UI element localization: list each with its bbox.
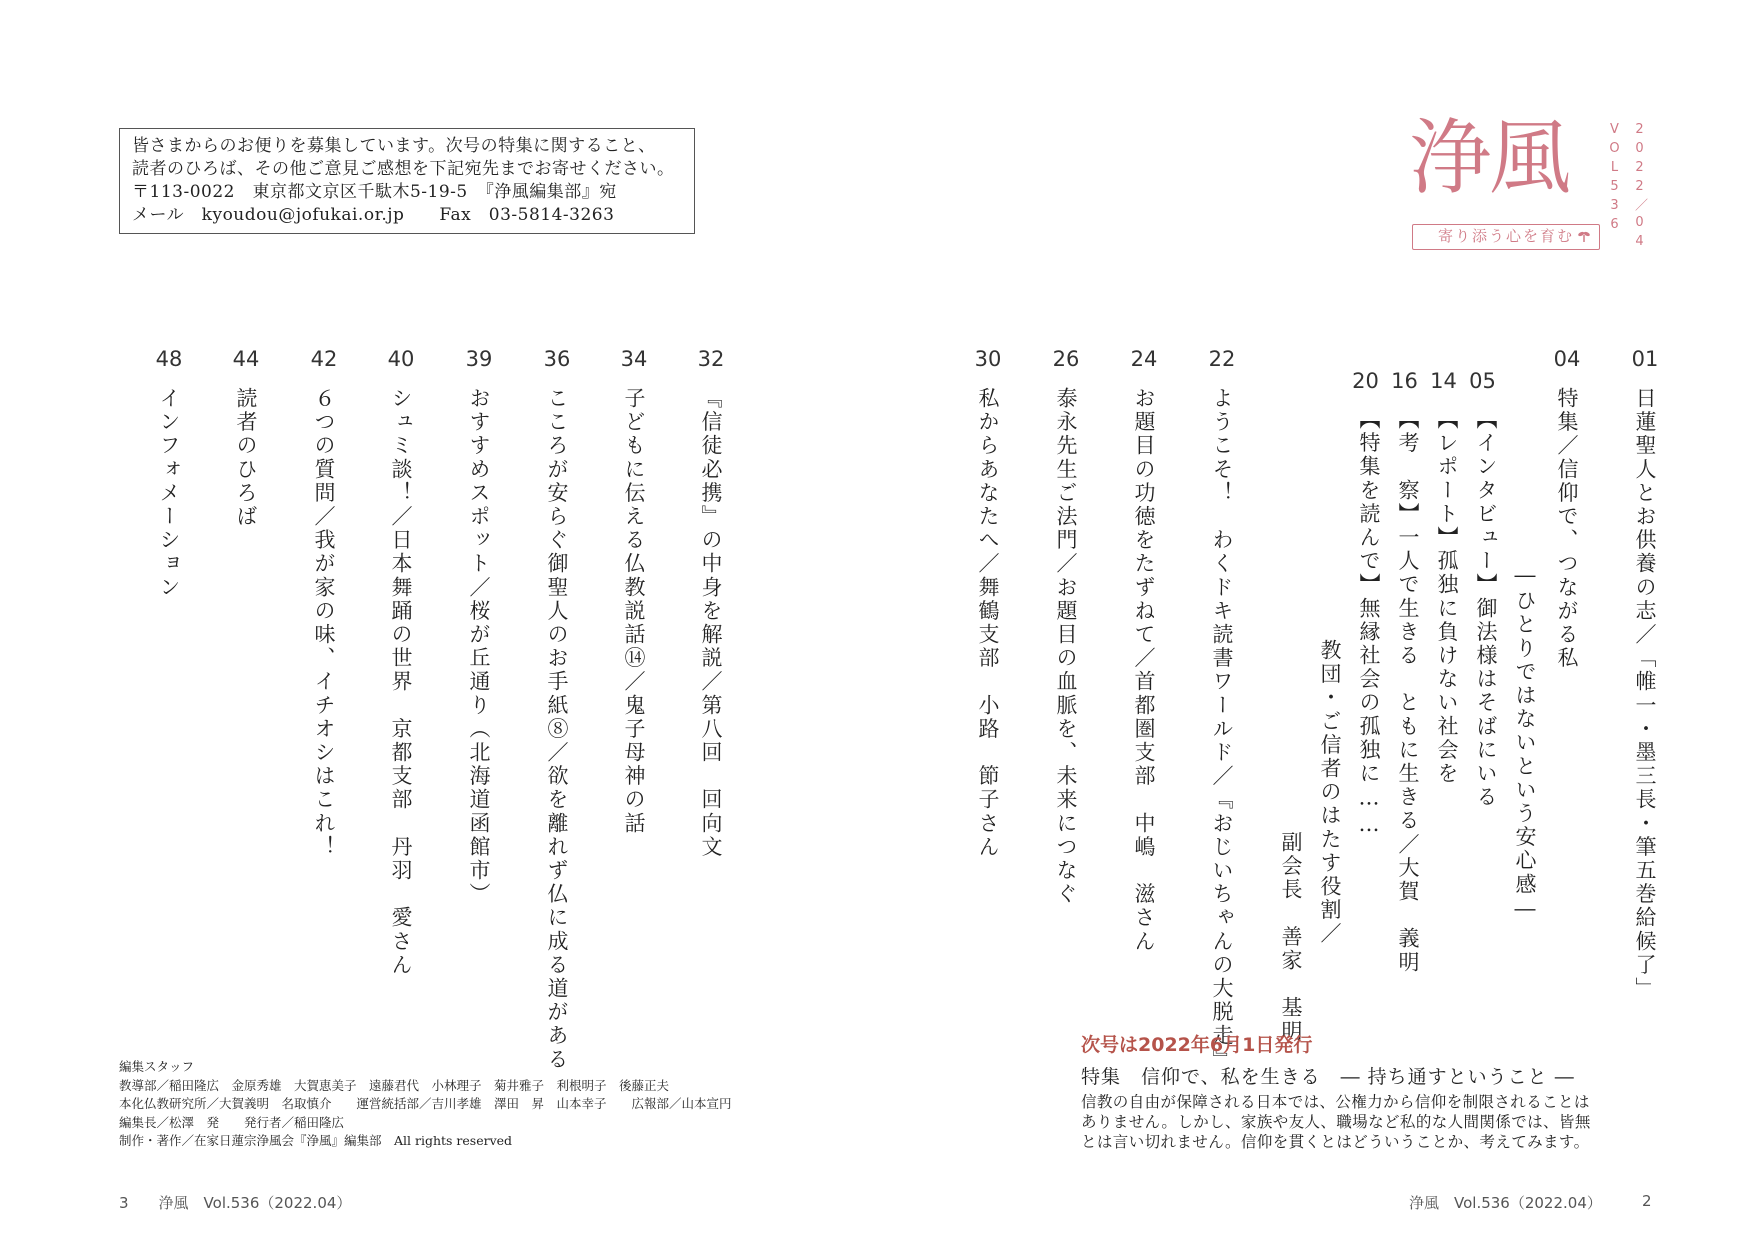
volume-label: VOL536 xyxy=(1607,122,1622,236)
toc-title: シュミ談！／日本舞踊の世界 京都支部 丹羽 愛さん xyxy=(389,387,413,977)
footer-right-page-number: 2 xyxy=(1642,1192,1652,1210)
toc-title: ６つの質問／我が家の味、イチオシはこれ！ xyxy=(312,387,336,859)
toc-title: 私からあなたへ／舞鶴支部 小路 節子さん xyxy=(976,387,1000,859)
toc-entry xyxy=(459,347,499,906)
issue-date: 2022／04 xyxy=(1632,122,1647,253)
toc-entry xyxy=(381,347,421,977)
toc-page-number: 40 xyxy=(387,347,415,371)
toc-page-number: 16 xyxy=(1391,369,1418,393)
toc-entry xyxy=(614,347,654,835)
toc-page-number: 30 xyxy=(974,347,1002,371)
staff-credits xyxy=(119,1058,732,1151)
footer-right-title: 浄風 Vol.536（2022.04） xyxy=(1409,1194,1602,1212)
staff-line: 編集長／松澤 発 発行者／稲田隆広 xyxy=(119,1114,345,1130)
tagline-text: 寄り添う心を育む xyxy=(1437,227,1574,245)
toc-page-number: 48 xyxy=(155,347,183,371)
toc-page-number: 24 xyxy=(1130,347,1158,371)
mail-info-line: 読者のひろば、その他ご意見ご感想を下記宛先までお寄せください。 xyxy=(132,159,675,179)
toc-title: 泰永先生ご法門／お題目の血脈を、未来につなぐ xyxy=(1054,387,1078,907)
toc-page-number: 22 xyxy=(1208,347,1236,371)
toc-page-number: 20 xyxy=(1352,369,1379,393)
next-issue-description xyxy=(1081,1092,1661,1152)
toc-title: 子どもに伝える仏教説話⑭／鬼子母神の話 xyxy=(622,387,646,836)
staff-copyright: 制作・著作／在家日蓮宗浄風会『浄風』編集部 All rights reserved xyxy=(119,1133,513,1148)
toc-title: おすすめスポット／桜が丘通り（北海道函館市） xyxy=(467,387,491,907)
toc-page-number: 34 xyxy=(620,347,648,371)
toc-title: 特集／信仰で、つながる私 xyxy=(1555,387,1579,671)
toc-entry xyxy=(1124,347,1164,953)
toc-page-number: 04 xyxy=(1553,347,1581,371)
toc-page-number: 26 xyxy=(1052,347,1080,371)
toc-title: 『信徒必携』の中身を解説／第八回 回向文 xyxy=(699,387,723,859)
toc-title: お題目の功徳をたずねて／首都圏支部 中嶋 滋さん xyxy=(1132,387,1156,954)
toc-sub-title: 【特集を読んで】無縁社会の孤独に…… xyxy=(1357,408,1381,839)
next-issue-body-line: とは言い切れません。信仰を貫くとはどういうことか、考えてみます。 xyxy=(1081,1133,1590,1151)
toc-page-number: 01 xyxy=(1631,347,1659,371)
toc-sub-subtitle: 教団・ご信者のはたす役割／ xyxy=(1318,639,1342,946)
toc-sub-subtitle: ―ひとりではないという安心感― xyxy=(1513,563,1537,923)
next-issue-body-line: 信教の自由が保障される日本では、公権力から信仰を制限されることは xyxy=(1081,1093,1590,1111)
toc-page-number: 14 xyxy=(1430,369,1457,393)
toc-page-number: 36 xyxy=(543,347,571,371)
toc-sub-author: 副会長 善家 基明 xyxy=(1279,831,1303,1044)
toc-page-number: 39 xyxy=(465,347,493,371)
toc-page-number: 44 xyxy=(232,347,260,371)
toc-title: 読者のひろば xyxy=(234,387,258,529)
toc-entry xyxy=(537,347,577,1071)
next-issue-feature: 特集 信仰で、私を生きる ― 持ち通すということ ― xyxy=(1081,1066,1575,1088)
mail-address: 〒113-0022 東京都文京区千駄木5-19-5 『浄風編集部』宛 xyxy=(132,182,617,202)
magazine-tagline xyxy=(1412,224,1600,250)
leaf-icon xyxy=(1577,229,1591,243)
toc-sub-numbers xyxy=(1346,369,1502,393)
mail-info-box xyxy=(119,128,695,234)
toc-sub-title: 【レポート】孤独に負けない社会を xyxy=(1435,408,1459,786)
mail-contact: メール kyoudou@jofukai.or.jp Fax 03-5814-3263 xyxy=(132,205,615,225)
staff-heading: 編集スタッフ xyxy=(119,1059,195,1074)
toc-entry xyxy=(304,347,344,859)
toc-entry xyxy=(1202,347,1242,1071)
next-issue-body-line: ありません。しかし、家族や友人、職場など私的な人間関係では、皆無 xyxy=(1081,1113,1591,1131)
toc-title: こころが安らぐ御聖人のお手紙⑧／欲を離れず仏に成る道がある xyxy=(545,387,569,1072)
toc-entry xyxy=(1625,347,1665,1001)
toc-page-number: 32 xyxy=(697,347,725,371)
magazine-logo: 浄風 xyxy=(1409,111,1570,206)
toc-sub-title: 【考 察】一人で生きる ともに生きる／大賀 義明 xyxy=(1396,408,1420,975)
toc-entry xyxy=(968,347,1008,859)
mail-info-line: 皆さまからのお便りを募集しています。次号の特集に関すること、 xyxy=(132,136,656,156)
toc-page-number: 42 xyxy=(310,347,338,371)
staff-line: 本化仏教研究所／大賀義明 名取慎介 運営統括部／吉川孝雄 澤田 昇 山本幸子 広報部／山本宣円 xyxy=(119,1096,732,1111)
toc-entry xyxy=(149,347,189,599)
toc-entry xyxy=(691,347,731,859)
toc-page-number: 05 xyxy=(1469,369,1496,393)
toc-title: ようこそ！ わくドキ読書ワールド／『おじいちゃんの大脱走』 xyxy=(1210,387,1234,1072)
toc-entry xyxy=(1046,347,1086,906)
toc-title: 日蓮聖人とお供養の志／「帷一・墨三長・筆五巻給候了」 xyxy=(1633,387,1657,1001)
toc-sub-title: 【インタビュー】御法様はそばにいる xyxy=(1474,408,1498,810)
footer-left: 3 浄風 Vol.536（2022.04） xyxy=(119,1194,352,1212)
toc-title: インフォメーション xyxy=(157,387,181,600)
toc-entry xyxy=(226,347,266,529)
staff-line: 教導部／稲田隆広 金原秀雄 大賀恵美子 遠藤君代 小林理子 菊井雅子 利根明子 後藤正夫 xyxy=(119,1077,670,1093)
next-issue-heading: 次号は2022年6月1日発行 xyxy=(1081,1034,1313,1056)
toc-entry xyxy=(1547,347,1587,670)
